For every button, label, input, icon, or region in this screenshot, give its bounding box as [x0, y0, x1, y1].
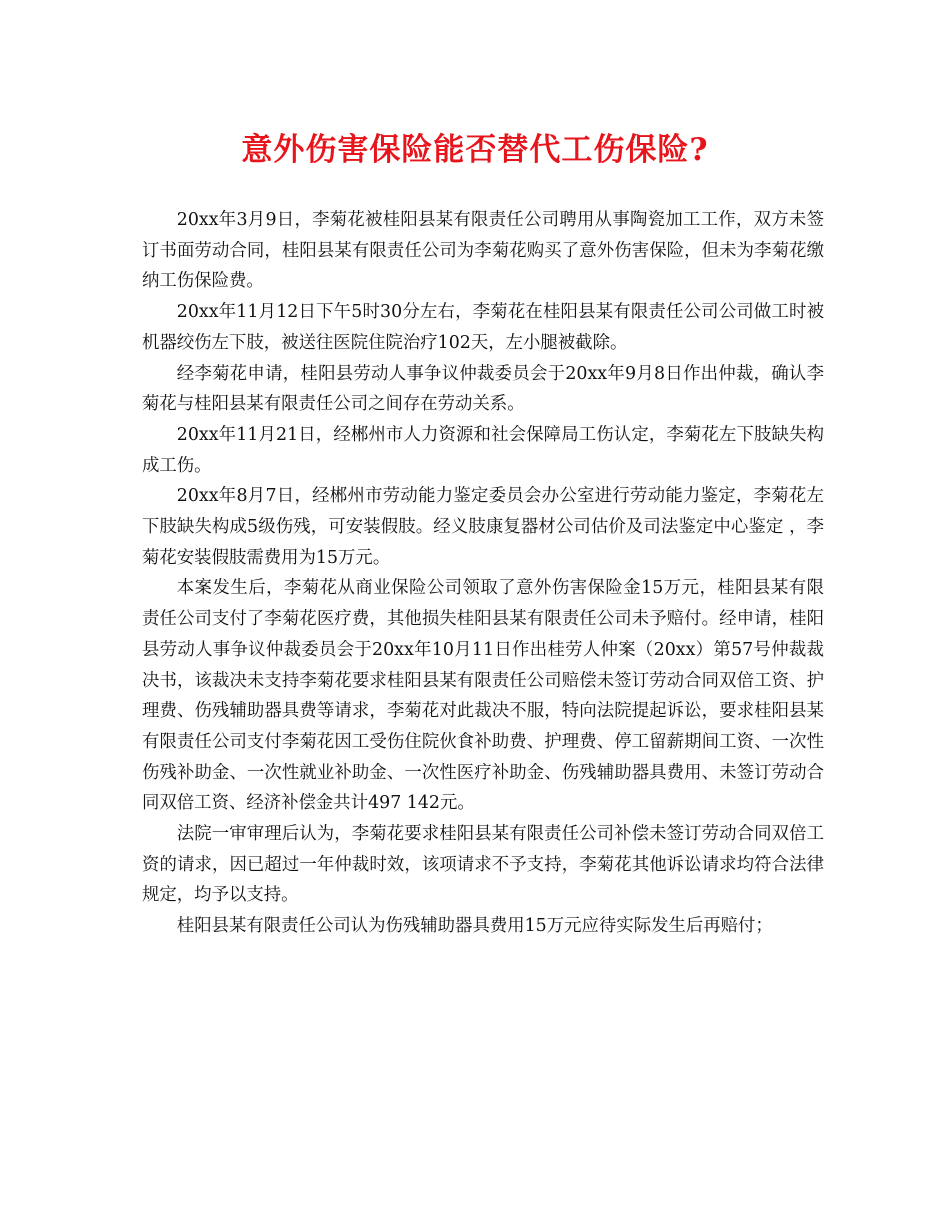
paragraph-lawsuit: 本案发生后，李菊花从商业保险公司领取了意外伤害保险金15万元，桂阳县某有限责任公司支付了李菊花医疗费，其他损失桂阳县某有限责任公司未予赔付。经申请，桂阳县劳动人事争议仲裁委员会于20xx年10月11日作出桂劳人仲案（20xx）第57号仲裁裁决书，该裁决未支持李菊花要求桂阳县某有限责任公司赔偿未签订劳动合同双倍工资、护理费、伤残辅助器具费等请求，李菊花对此裁决不服，特向法院提起诉讼，要求桂阳县某有限责任公司支付李菊花因工受伤住院伙食补助费、护理费、停工留薪期间工资、一次性伤残补助金、一次性就业补助金、一次性医疗补助金、伤残辅助器具费用、未签订劳动合同双倍工资、经济补偿金共计497 142元。 — [142, 578, 824, 814]
paragraph-first-instance: 法院一审审理后认为，李菊花要求桂阳县某有限责任公司补偿未签订劳动合同双倍工资的请求，因已超过一年仲裁时效，该项请求不予支持，李菊花其他诉讼请求均符合法律规定，均予以支持。 — [142, 824, 824, 906]
document-title: 意外伤害保险能否替代工伤保险? — [241, 132, 709, 168]
paragraph-hiring: 20xx年3月9日，李菊花被桂阳县某有限责任公司聘用从事陶瓷加工工作，双方未签订书面劳动合同，桂阳县某有限责任公司为李菊花购买了意外伤害保险，但未为李菊花缴纳工伤保险费。 — [142, 210, 824, 292]
paragraph-injury-recognition: 20xx年11月21日，经郴州市人力资源和社会保障局工伤认定，李菊花左下肢缺失构成工伤。 — [142, 424, 824, 476]
paragraph-company-argument: 桂阳县某有限责任公司认为伤残辅助器具费用15万元应待实际发生后再赔付； — [176, 916, 773, 937]
document-body — [142, 205, 824, 942]
paragraph-disability-assessment: 20xx年8月7日，经郴州市劳动能力鉴定委员会办公室进行劳动能力鉴定，李菊花左下肢缺失构成5级伤残，可安装假肢。经义肢康复器材公司估价及司法鉴定中心鉴定 ，李菊花安装假肢需费用为15万元。 — [142, 486, 824, 568]
paragraph-injury: 20xx年11月12日下午5时30分左右，李菊花在桂阳县某有限责任公司公司做工时被机器绞伤左下肢，被送往医院住院治疗102天，左小腿被截除。 — [142, 302, 824, 353]
paragraph-arbitration: 经李菊花申请，桂阳县劳动人事争议仲裁委员会于20xx年9月8日作出仲裁，确认李菊花与桂阳县某有限责任公司之间存在劳动关系。 — [142, 363, 824, 415]
